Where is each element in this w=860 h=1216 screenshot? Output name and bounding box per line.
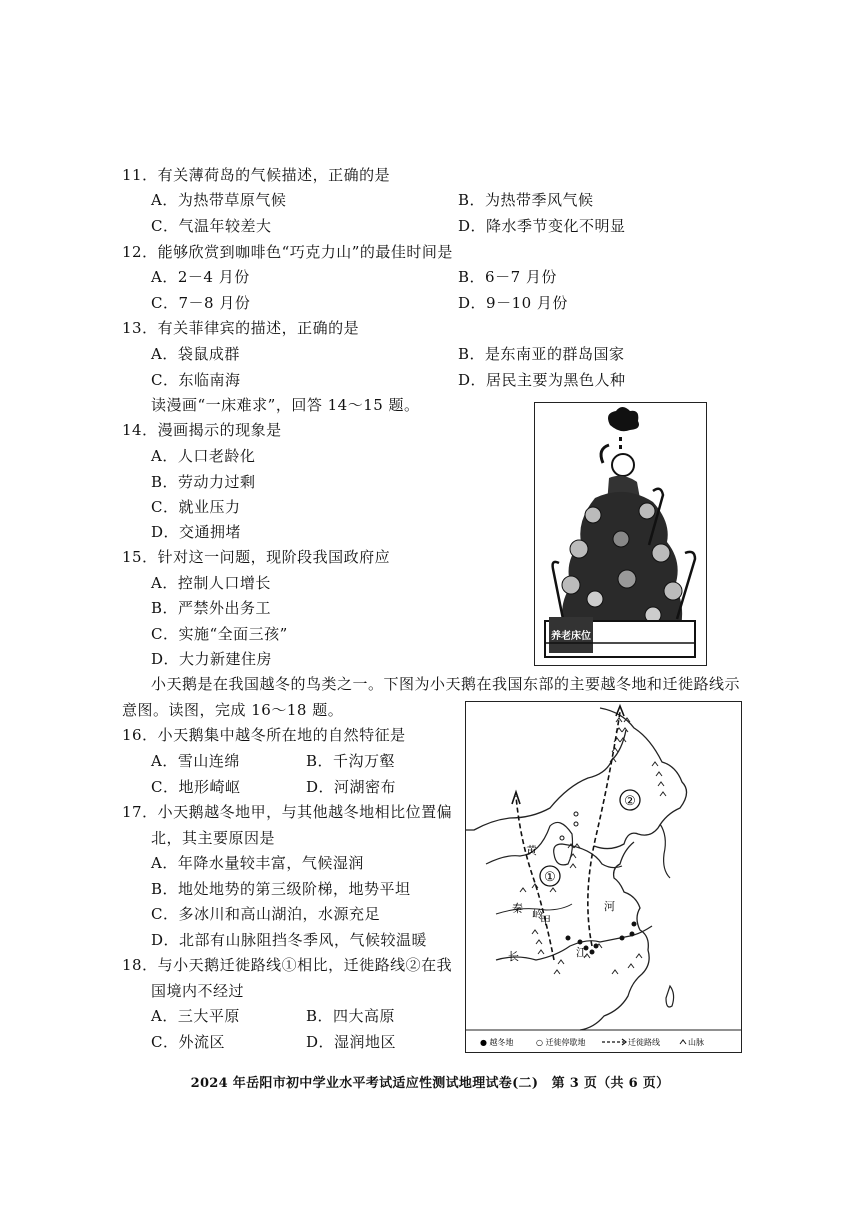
route-1-label: ① xyxy=(544,870,556,885)
q14-stem: 14．漫画揭示的现象是 xyxy=(122,421,282,439)
legend-wintering: ● 越冬地 xyxy=(480,1038,514,1047)
q12-option-a: A．2－4 月份 xyxy=(151,268,250,286)
q13-option-b: B．是东南亚的群岛国家 xyxy=(458,345,625,363)
label-qin: 秦 xyxy=(512,902,523,915)
q16-option-d: D．河湖密布 xyxy=(306,778,397,796)
q11-option-d: D．降水季节变化不明显 xyxy=(458,217,626,235)
q11-option-c: C．气温年较差大 xyxy=(151,217,272,235)
label-jiang: 江 xyxy=(576,946,587,959)
q16-option-a: A．雪山连绵 xyxy=(151,752,240,770)
label-jia: 甲 xyxy=(540,914,551,927)
q15-option-c: C．实施“全面三孩” xyxy=(151,625,288,643)
q17-stem-line2: 北，其主要原因是 xyxy=(151,829,276,847)
q17-option-b: B．地处地势的第三级阶梯，地势平坦 xyxy=(151,880,411,898)
q16-stem: 16．小天鹅集中越冬所在地的自然特征是 xyxy=(122,726,406,744)
label-chang: 长 xyxy=(508,950,519,963)
q18-option-a: A．三大平原 xyxy=(151,1007,240,1025)
q13-option-c: C．东临南海 xyxy=(151,371,241,389)
q11-stem: 11．有关薄荷岛的气候描述，正确的是 xyxy=(122,166,391,184)
legend-mountain: 山脉 xyxy=(688,1038,704,1047)
q14-option-b: B．劳动力过剩 xyxy=(151,473,256,491)
q15-stem: 15．针对这一问题，现阶段我国政府应 xyxy=(122,548,391,566)
page-footer: 2024 年岳阳市初中学业水平考试适应性测试地理试卷(二) 第 3 页（共 6 页） xyxy=(190,1076,670,1091)
route-2-label: ② xyxy=(624,794,636,809)
q18-option-d: D．湿润地区 xyxy=(306,1033,397,1051)
q11-option-a: A．为热带草原气候 xyxy=(151,191,287,209)
q18-stem-line1: 18．与小天鹅迁徙路线①相比，迁徙路线②在我 xyxy=(122,956,453,974)
q11-option-b: B．为热带季风气候 xyxy=(458,191,594,209)
q13-option-a: A．袋鼠成群 xyxy=(151,345,240,363)
cartoon-figure xyxy=(534,402,707,666)
q14-option-c: C．就业压力 xyxy=(151,498,241,516)
q17-option-c: C．多冰川和高山湖泊，水源充足 xyxy=(151,905,380,923)
cartoon-illustration xyxy=(535,403,706,665)
q16-option-b: B．千沟万壑 xyxy=(306,752,396,770)
q18-option-c: C．外流区 xyxy=(151,1033,225,1051)
intro-14-15: 读漫画“一床难求”，回答 14～15 题。 xyxy=(151,396,420,414)
cartoon-sign-text: 养老床位 xyxy=(551,631,591,642)
q12-stem: 12．能够欣赏到咖啡色“巧克力山”的最佳时间是 xyxy=(122,243,453,261)
q12-option-c: C．7－8 月份 xyxy=(151,294,251,312)
q14-option-a: A．人口老龄化 xyxy=(151,447,256,465)
q16-option-c: C．地形崎岖 xyxy=(151,778,241,796)
q15-option-b: B．严禁外出务工 xyxy=(151,599,272,617)
q12-option-b: B．6－7 月份 xyxy=(458,268,557,286)
swan-migration-map xyxy=(465,701,742,1053)
label-huang: 黄 xyxy=(526,844,537,857)
label-he: 河 xyxy=(604,900,615,913)
legend-route: 迁徙路线 xyxy=(628,1038,660,1047)
map-svg xyxy=(466,702,741,1052)
legend-stopover: ○ 迁徙停歇地 xyxy=(536,1038,586,1047)
intro-16-18-line2: 意图。读图，完成 16～18 题。 xyxy=(122,701,344,719)
q15-option-a: A．控制人口增长 xyxy=(151,574,271,592)
q13-stem: 13．有关菲律宾的描述，正确的是 xyxy=(122,319,360,337)
q18-option-b: B．四大高原 xyxy=(306,1007,396,1025)
q12-option-d: D．9－10 月份 xyxy=(458,294,568,312)
q15-option-d: D．大力新建住房 xyxy=(151,650,273,668)
label-ling: 岭 xyxy=(532,908,543,921)
q17-option-a: A．年降水量较丰富，气候湿润 xyxy=(151,854,364,872)
intro-16-18-line1: 小天鹅是在我国越冬的鸟类之一。下图为小天鹅在我国东部的主要越冬地和迁徙路线示 xyxy=(151,675,741,693)
q14-option-d: D．交通拥堵 xyxy=(151,523,242,541)
q13-option-d: D．居民主要为黑色人种 xyxy=(458,371,626,389)
q17-option-d: D．北部有山脉阻挡冬季风，气候较温暖 xyxy=(151,931,428,949)
q18-stem-line2: 国境内不经过 xyxy=(151,982,245,1000)
q17-stem-line1: 17．小天鹅越冬地甲，与其他越冬地相比位置偏 xyxy=(122,803,453,821)
